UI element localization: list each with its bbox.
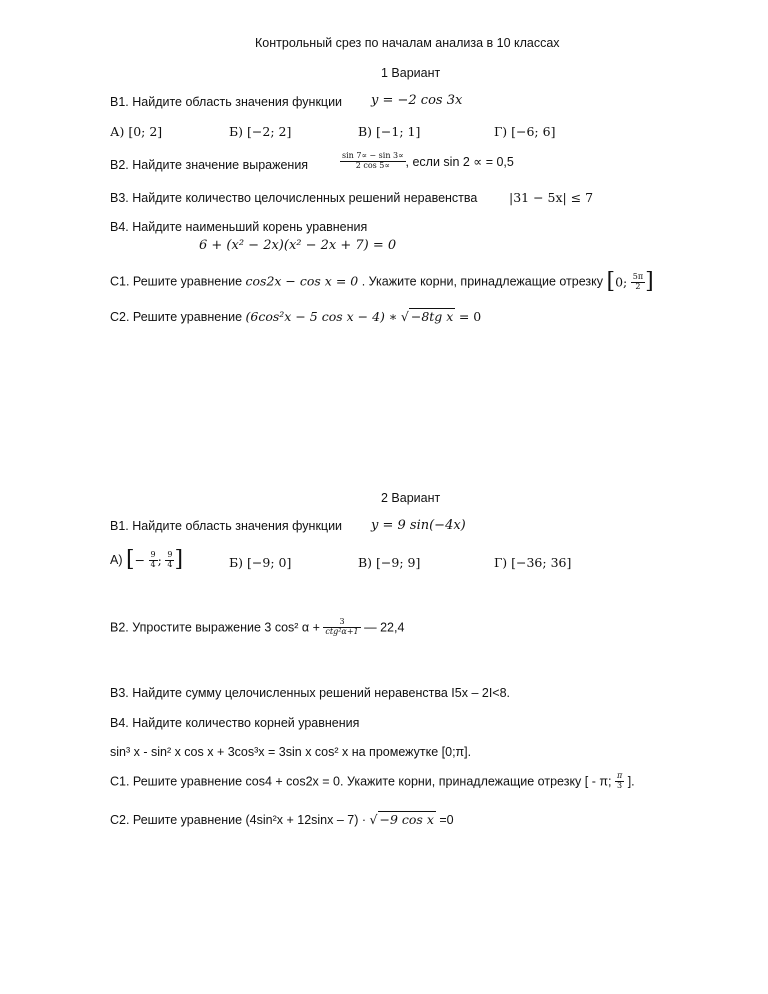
v1-b3-text: В3. Найдите количество целочисленных решений неравенства	[110, 191, 478, 205]
v1-b2-text: В2. Найдите значение выражения	[110, 158, 309, 172]
v1-c1-seg-left: 0;	[615, 274, 628, 290]
v1-c2-sqrt-sign: √	[400, 309, 409, 324]
variant-1-heading: 1 Вариант	[381, 66, 441, 80]
v2-b1-a-den2: 4	[167, 559, 173, 569]
v2-b4-equation: sin³ x - sin² x cos x + 3cos³x = 3sin x cos² x на промежутке [0;π].	[110, 745, 472, 759]
v1-c2-line	[110, 309, 481, 324]
v2-b1-option-a	[110, 549, 183, 571]
v1-c2-formula: (6cos²x − 5 cos x − 4) ∗	[245, 309, 398, 324]
v1-c1-formula: cos2x − cos x = 0	[245, 273, 359, 289]
v2-c2-tail: =0	[439, 813, 454, 827]
v1-b2-fraction	[340, 152, 406, 171]
page-title: Контрольный срез по началам анализа в 10 классах	[255, 36, 560, 50]
v2-c1-line	[110, 772, 635, 791]
v1-c1-tail: . Укажите корни, принадлежащие отрезку	[361, 274, 604, 289]
v1-b2-condition: , если sin 2 ∝ = 0,5	[405, 154, 514, 169]
v2-c2-sqrt-sign: √	[369, 812, 378, 827]
v2-b1-a-num2: 9	[167, 549, 173, 559]
v1-c1-seg-fraction	[631, 273, 645, 292]
v1-c2-sqrt-content: −8tg x	[410, 309, 454, 324]
v2-c2-text: С2. Решите уравнение (4sin²x + 12sinx – 7) ·	[110, 813, 367, 827]
v2-c1-fraction	[615, 772, 624, 791]
v1-c1-seg-den: 2	[635, 281, 641, 291]
v1-c1-text: С1. Решите уравнение	[110, 274, 243, 289]
v1-b3-formula: |31 − 5x| ≤ 7	[509, 190, 594, 205]
v1-c1-seg-num: 5π	[632, 271, 644, 281]
v2-b1-option-a-prefix: А)	[110, 553, 123, 567]
v2-b4-text: В4. Найдите количество корней уравнения	[110, 716, 360, 730]
v2-b1-option-b: Б) [−9; 0]	[229, 555, 292, 570]
variant-2-heading: 2 Вариант	[381, 491, 441, 505]
v1-b1-option-b: Б) [−2; 2]	[229, 124, 292, 139]
v2-c1-numerator: π	[616, 771, 623, 780]
v2-b1-a-den1: 4	[150, 559, 156, 569]
v2-b1-a-bracket-left: [	[125, 547, 135, 572]
v2-c1-denominator: 3	[617, 780, 623, 790]
v1-c2-tail: = 0	[458, 309, 482, 324]
v1-b1-option-c: В) [−1; 1]	[358, 124, 421, 139]
v2-c2-sqrt-content: −9 cos x	[379, 812, 434, 827]
v2-b1-option-c: В) [−9; 9]	[358, 555, 421, 570]
v1-b4-text: В4. Найдите наименьший корень уравнения	[110, 220, 368, 234]
v2-c1-text: С1. Решите уравнение cos4 + cos2x = 0. Укажите корни, принадлежащие отрезку [ - π;	[110, 774, 612, 789]
v1-b1-formula: y = −2 cos 3x	[371, 93, 463, 108]
v1-c1-bracket-left: [	[606, 269, 616, 294]
v2-b2-text: В2. Упростите выражение 3 cos² α +	[110, 620, 320, 635]
v2-b1-a-frac1	[149, 551, 158, 570]
v1-b1-option-d: Г) [−6; 6]	[494, 124, 556, 139]
v1-c2-text: С2. Решите уравнение	[110, 310, 243, 324]
v2-b2-numerator: 3	[323, 618, 360, 628]
v2-b1-a-sep: ;	[157, 552, 162, 568]
v2-b1-formula: y = 9 sin(−4x)	[371, 518, 466, 533]
v1-b2-denominator: 2 cos 5∝	[355, 160, 390, 170]
v1-c1-bracket-right: ]	[645, 269, 654, 294]
v2-b2-fraction	[323, 618, 360, 637]
v1-b1-text: В1. Найдите область значения функции	[110, 95, 343, 109]
v2-b2-tail: — 22,4	[364, 620, 405, 635]
v2-c2-line	[110, 812, 454, 827]
v1-c1-line	[110, 271, 654, 293]
v2-b1-a-minus: −	[134, 552, 146, 568]
v2-b1-option-d: Г) [−36; 36]	[494, 555, 572, 570]
v2-c1-tail: ].	[627, 774, 635, 789]
v2-b1-a-num1: 9	[150, 549, 156, 559]
v2-b2-denominator: ctg²α+1	[325, 626, 359, 636]
v1-b4-formula: 6 + (x² − 2x)(x² − 2x + 7) = 0	[199, 238, 397, 253]
v2-b2-line	[110, 618, 404, 637]
v1-b2-expression	[340, 152, 514, 171]
v1-b2-numerator: sin 7∝ − sin 3∝	[342, 151, 404, 160]
v2-b3-text: В3. Найдите сумму целочисленных решений неравенства I5x – 2I<8.	[110, 686, 511, 700]
v2-b1-a-bracket-right: ]	[174, 547, 184, 572]
v2-b1-text: В1. Найдите область значения функции	[110, 519, 343, 533]
v1-b1-option-a: А) [0; 2]	[110, 124, 163, 139]
